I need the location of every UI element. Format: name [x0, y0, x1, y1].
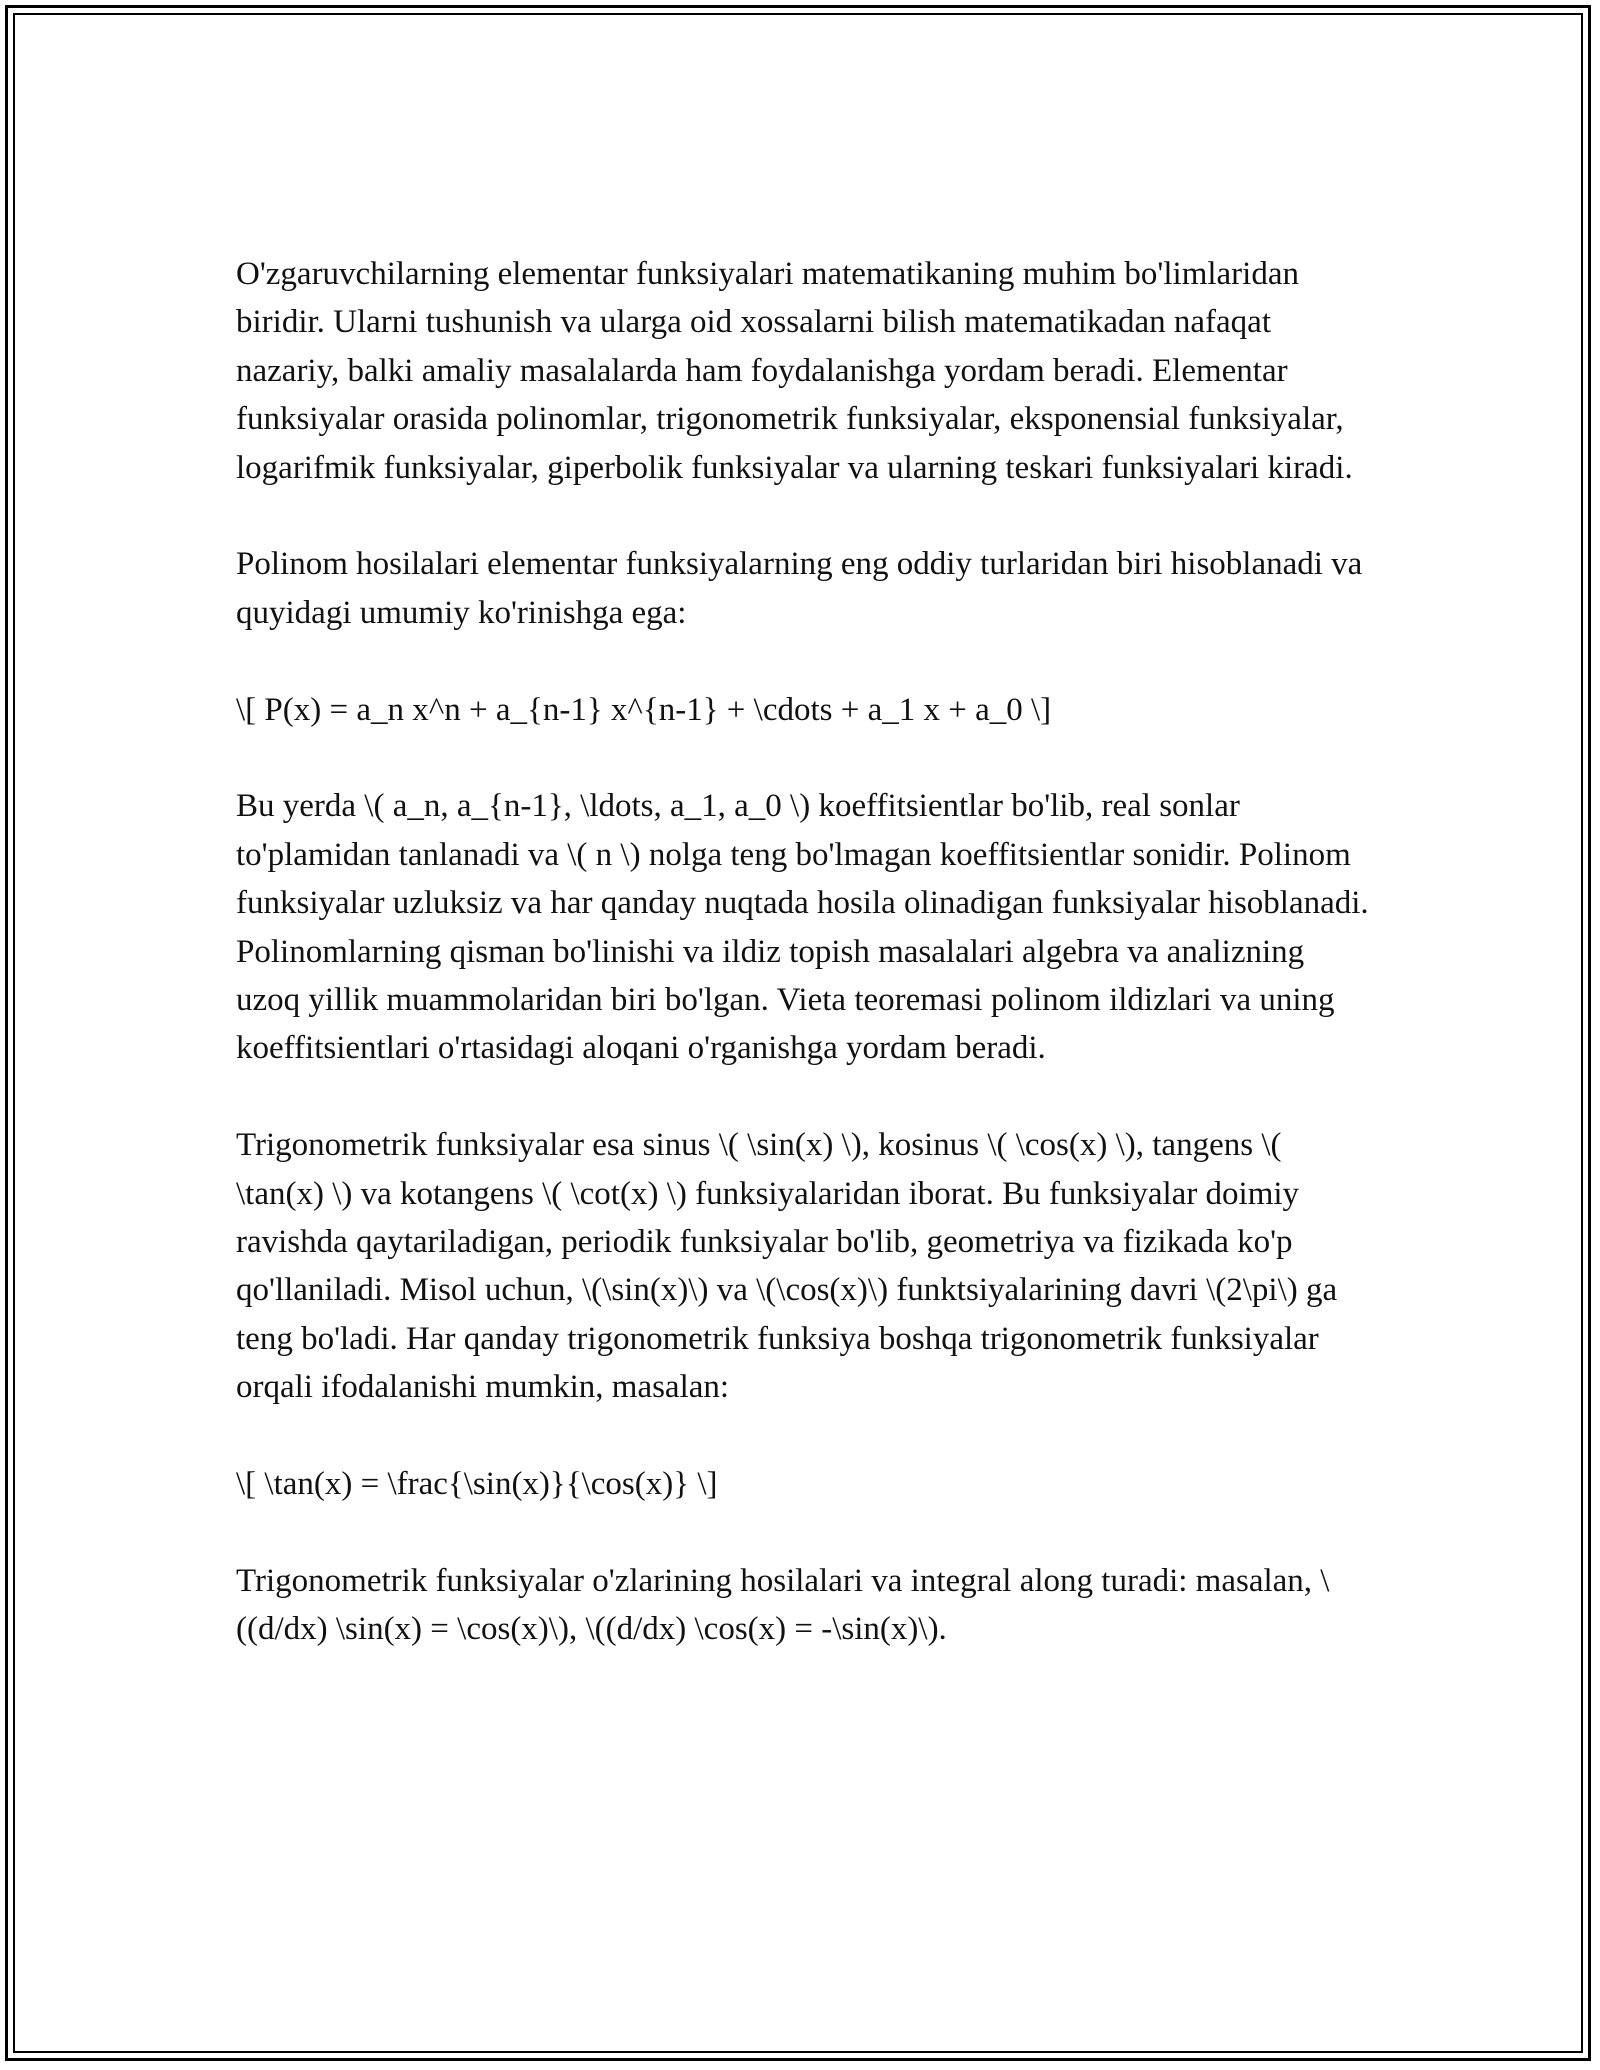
formula-polynomial: \[ P(x) = a_n x^n + a_{n-1} x^{n-1} + \cdots + a_1 x + a_0 \] [236, 691, 1052, 728]
paragraph-polynomial: Polinom hosilalari elementar funksiyalarning eng oddiy turlaridan biri hisoblanadi va quyidagi umumiy ko'rinishga ega: [236, 546, 1363, 631]
paragraph-intro: O'zgaruvchilarning elementar funksiyalari matematikaning muhim bo'limlaridan biridir. Ularni tushunish va ularga oid xossalarni bilish matematikadan nafaqat nazariy, balki amaliy masalalarda ham foydalanishga yordam beradi. Elementar funksiyalar orasida polinomlar, trigonometrik funksiyalar, eksponensial funksiyalar, logarifmik funksiyalar, giperbolik funksiyalar va ularning teskari funksiyalari kiradi. [236, 256, 1353, 486]
paragraph-derivatives: Trigonometrik funksiyalar o'zlarining hosilalari va integral along turadi: masalan, \((d/dx) \sin(x) = \cos(x)\), \((d/dx) \cos(x) = -\sin(x)\). [236, 1562, 1330, 1648]
document-body [236, 250, 1376, 1654]
paragraph-trigonometric: Trigonometrik funksiyalar esa sinus \( \sin(x) \), kosinus \( \cos(x) \), tangens \( \tan(x) \) va kotangens \( \cot(x) \) funksiyalaridan iborat. Bu funksiyalar doimiy ravishda qaytariladigan, periodik funksiyalar bo'lib, geometriya va fizikada ko'p qo'llaniladi. Misol uchun, \(\sin(x)\) va \(\cos(x)\) funktsiyalarining davri \(2\pi\) ga teng bo'ladi. Har qanday trigonometrik funksiya boshqa trigonometrik funksiyalar orqali ifodalanishi mumkin, masalan: [236, 1127, 1338, 1406]
paragraph-coefficients: Bu yerda \( a_n, a_{n-1}, \ldots, a_1, a_0 \) koeffitsientlar bo'lib, real sonlar to'plamidan tanlanadi va \( n \) nolga teng bo'lmagan koeffitsientlar sonidir. Polinom funksiyalar uzluksiz va har qanday nuqtada hosila olinadigan funksiyalar hisoblanadi. Polinomlarning qisman bo'linishi va ildiz topish masalalari algebra va analizning uzoq yillik muammolaridan biri bo'lgan. Vieta teoremasi polinom ildizlari va uning koeffitsientlari o'rtasidagi aloqani o'rganishga yordam beradi. [236, 788, 1369, 1067]
formula-tangent: \[ \tan(x) = \frac{\sin(x)}{\cos(x)} \] [236, 1466, 718, 1503]
